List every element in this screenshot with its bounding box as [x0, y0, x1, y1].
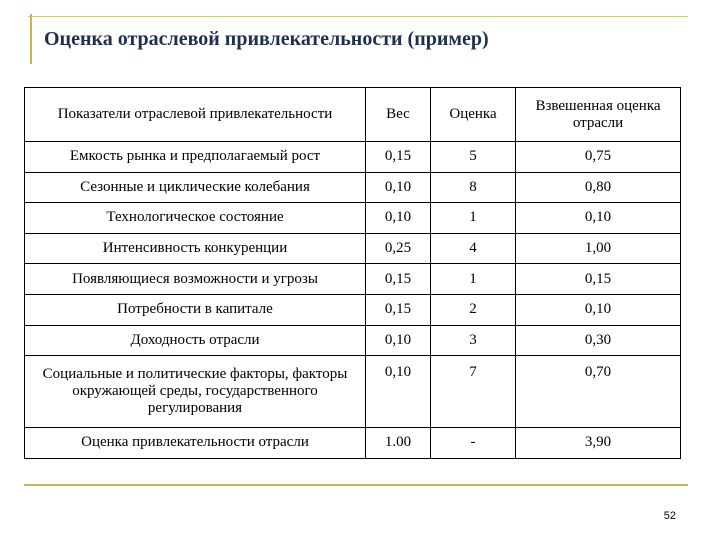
table-header-row [25, 88, 681, 142]
slide-title: Оценка отраслевой привлекательности (пример) [44, 28, 489, 50]
cell-weight: 1.00 [366, 428, 431, 459]
cell-weighted: 0,10 [516, 294, 681, 325]
cell-indicator: Потребности в капитале [25, 294, 366, 325]
cell-indicator: Сезонные и циклические колебания [25, 172, 366, 203]
cell-weighted: 1,00 [516, 233, 681, 264]
cell-indicator: Интенсивность конкуренции [25, 233, 366, 264]
cell-weight: 0,10 [366, 172, 431, 203]
header-weighted-score: Взвешенная оценка отрасли [516, 88, 681, 142]
header-score: Оценка [431, 88, 516, 142]
cell-indicator: Появляющиеся возможности и угрозы [25, 264, 366, 295]
cell-score: 1 [431, 264, 516, 295]
table-row [25, 203, 681, 234]
table-row [25, 233, 681, 264]
cell-indicator: Доходность отрасли [25, 325, 366, 356]
table-row [25, 325, 681, 356]
table-row [25, 294, 681, 325]
table-total-row [25, 428, 681, 459]
cell-weight: 0,10 [366, 325, 431, 356]
cell-score: 5 [431, 142, 516, 173]
header-indicators: Показатели отраслевой привлекательности [25, 88, 366, 142]
top-rule [28, 16, 688, 17]
table-row [25, 264, 681, 295]
cell-weight: 0,15 [366, 142, 431, 173]
table-row [25, 172, 681, 203]
cell-weighted: 0,15 [516, 264, 681, 295]
cell-weighted: 3,90 [516, 428, 681, 459]
cell-weight: 0,10 [366, 203, 431, 234]
cell-score: 4 [431, 233, 516, 264]
cell-weight: 0,10 [366, 356, 431, 428]
cell-indicator: Технологическое состояние [25, 203, 366, 234]
cell-indicator: Оценка привлекательности отрасли [25, 428, 366, 459]
header-weight: Вес [366, 88, 431, 142]
cell-weighted: 0,30 [516, 325, 681, 356]
cell-score: 7 [431, 356, 516, 428]
cell-score: 2 [431, 294, 516, 325]
cell-weighted: 0,10 [516, 203, 681, 234]
cell-weighted: 0,80 [516, 172, 681, 203]
cell-weight: 0,15 [366, 264, 431, 295]
bottom-rule [24, 484, 688, 486]
cell-weighted: 0,70 [516, 356, 681, 428]
table-row [25, 142, 681, 173]
cell-score: 3 [431, 325, 516, 356]
cell-weighted: 0,75 [516, 142, 681, 173]
attractiveness-table [24, 87, 681, 459]
cell-score: 1 [431, 203, 516, 234]
title-accent-bar [30, 14, 32, 64]
cell-indicator: Емкость рынка и предполагаемый рост [25, 142, 366, 173]
cell-indicator: Социальные и политические факторы, факторы окружающей среды, государственного регулирования [25, 356, 366, 428]
page-number: 52 [663, 510, 676, 522]
cell-weight: 0,25 [366, 233, 431, 264]
table-row [25, 356, 681, 428]
cell-weight: 0,15 [366, 294, 431, 325]
cell-score: 8 [431, 172, 516, 203]
cell-score: - [431, 428, 516, 459]
